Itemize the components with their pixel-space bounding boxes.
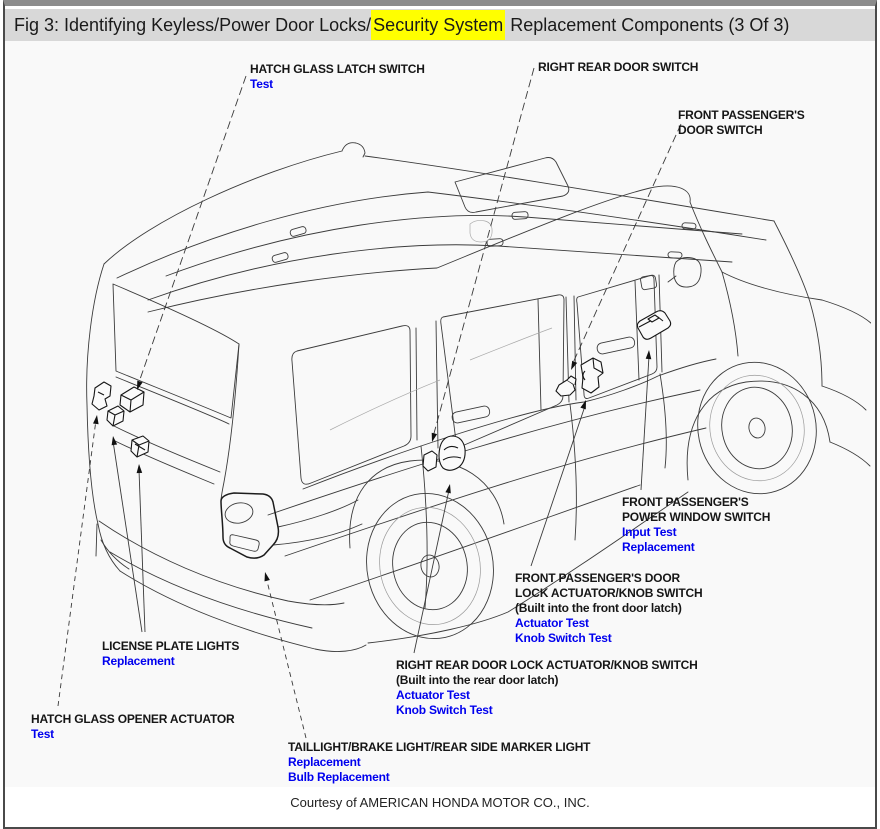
label-title: HATCH GLASS OPENER ACTUATOR [31,712,235,726]
label-front-passengers-power-window-switch [622,495,770,555]
label-right-rear-door-switch [538,60,698,75]
front-passengers-door-switch-part [556,376,576,396]
link-test[interactable]: Test [31,727,54,741]
label-title: FRONT PASSENGER'S DOOR [515,571,680,585]
label-title: RIGHT REAR DOOR SWITCH [538,60,699,74]
label-front-passengers-door-lock-actuator [515,571,702,646]
figure-window [3,0,877,829]
label-title: TAILLIGHT/BRAKE LIGHT/REAR SIDE MARKER LIGHT [288,740,591,754]
label-title: POWER WINDOW SWITCH [622,510,771,524]
label-note: (Built into the front door latch) [515,601,682,615]
leader-front-door-lock-actuator [531,406,585,566]
label-note: (Built into the rear door latch) [396,673,559,687]
link-replacement[interactable]: Replacement [102,654,175,668]
leader-hatch-glass-opener-actuator [58,420,96,706]
label-hatch-glass-opener-actuator [31,712,235,742]
label-title: LICENSE PLATE LIGHTS [102,639,240,653]
suv-body-outline [87,143,871,652]
link-replacement[interactable]: Replacement [288,755,361,769]
label-title: FRONT PASSENGER'S [622,495,749,509]
leader-taillight [266,577,306,738]
figure-caption-bar [5,9,875,41]
label-title: FRONT PASSENGER'S [678,108,805,122]
front-door-lock-actuator-part [581,358,603,393]
link-bulb-replacement[interactable]: Bulb Replacement [288,770,390,784]
label-license-plate-lights [102,639,239,669]
label-title: LOCK ACTUATOR/KNOB SWITCH [515,586,703,600]
license-plate-light-right-part [131,436,149,457]
taillight-part [221,493,278,558]
power-window-switch-part [637,311,670,340]
leader-license-plate-light-right [139,470,145,632]
link-test[interactable]: Test [250,77,273,91]
caption-text-prefix: Fig 3: Identifying Keyless/Power Door Locks/ [14,15,372,35]
vehicle-diagram-area [5,41,875,787]
label-title: HATCH GLASS LATCH SWITCH [250,62,425,76]
courtesy-line: Courtesy of AMERICAN HONDA MOTOR CO., INC. [5,787,875,825]
right-rear-door-switch-part [423,436,465,471]
caption-highlight-security-system: Security System [371,10,505,40]
hatch-glass-latch-switch-part [120,387,144,412]
hatch-glass-opener-actuator-part [92,382,111,410]
label-title: DOOR SWITCH [678,123,763,137]
link-knob-switch-test[interactable]: Knob Switch Test [396,703,493,717]
label-front-passengers-door-switch [678,108,805,138]
link-knob-switch-test[interactable]: Knob Switch Test [515,631,612,645]
label-right-rear-door-lock-actuator [396,658,698,718]
label-taillight-brake-light [288,740,590,785]
leader-rear-door-lock-actuator [414,490,449,653]
label-title: RIGHT REAR DOOR LOCK ACTUATOR/KNOB SWITCH [396,658,698,672]
license-plate-light-left-part [107,406,124,426]
front-wheel [686,351,829,505]
leader-right-rear-door-switch [433,68,534,437]
leader-power-window-switch [641,356,649,490]
link-replacement[interactable]: Replacement [622,540,695,554]
link-actuator-test[interactable]: Actuator Test [515,616,589,630]
link-actuator-test[interactable]: Actuator Test [396,688,470,702]
caption-text-suffix: Replacement Components (3 Of 3) [505,15,790,35]
link-input-test[interactable]: Input Test [622,525,677,539]
label-hatch-glass-latch-switch [250,62,425,92]
